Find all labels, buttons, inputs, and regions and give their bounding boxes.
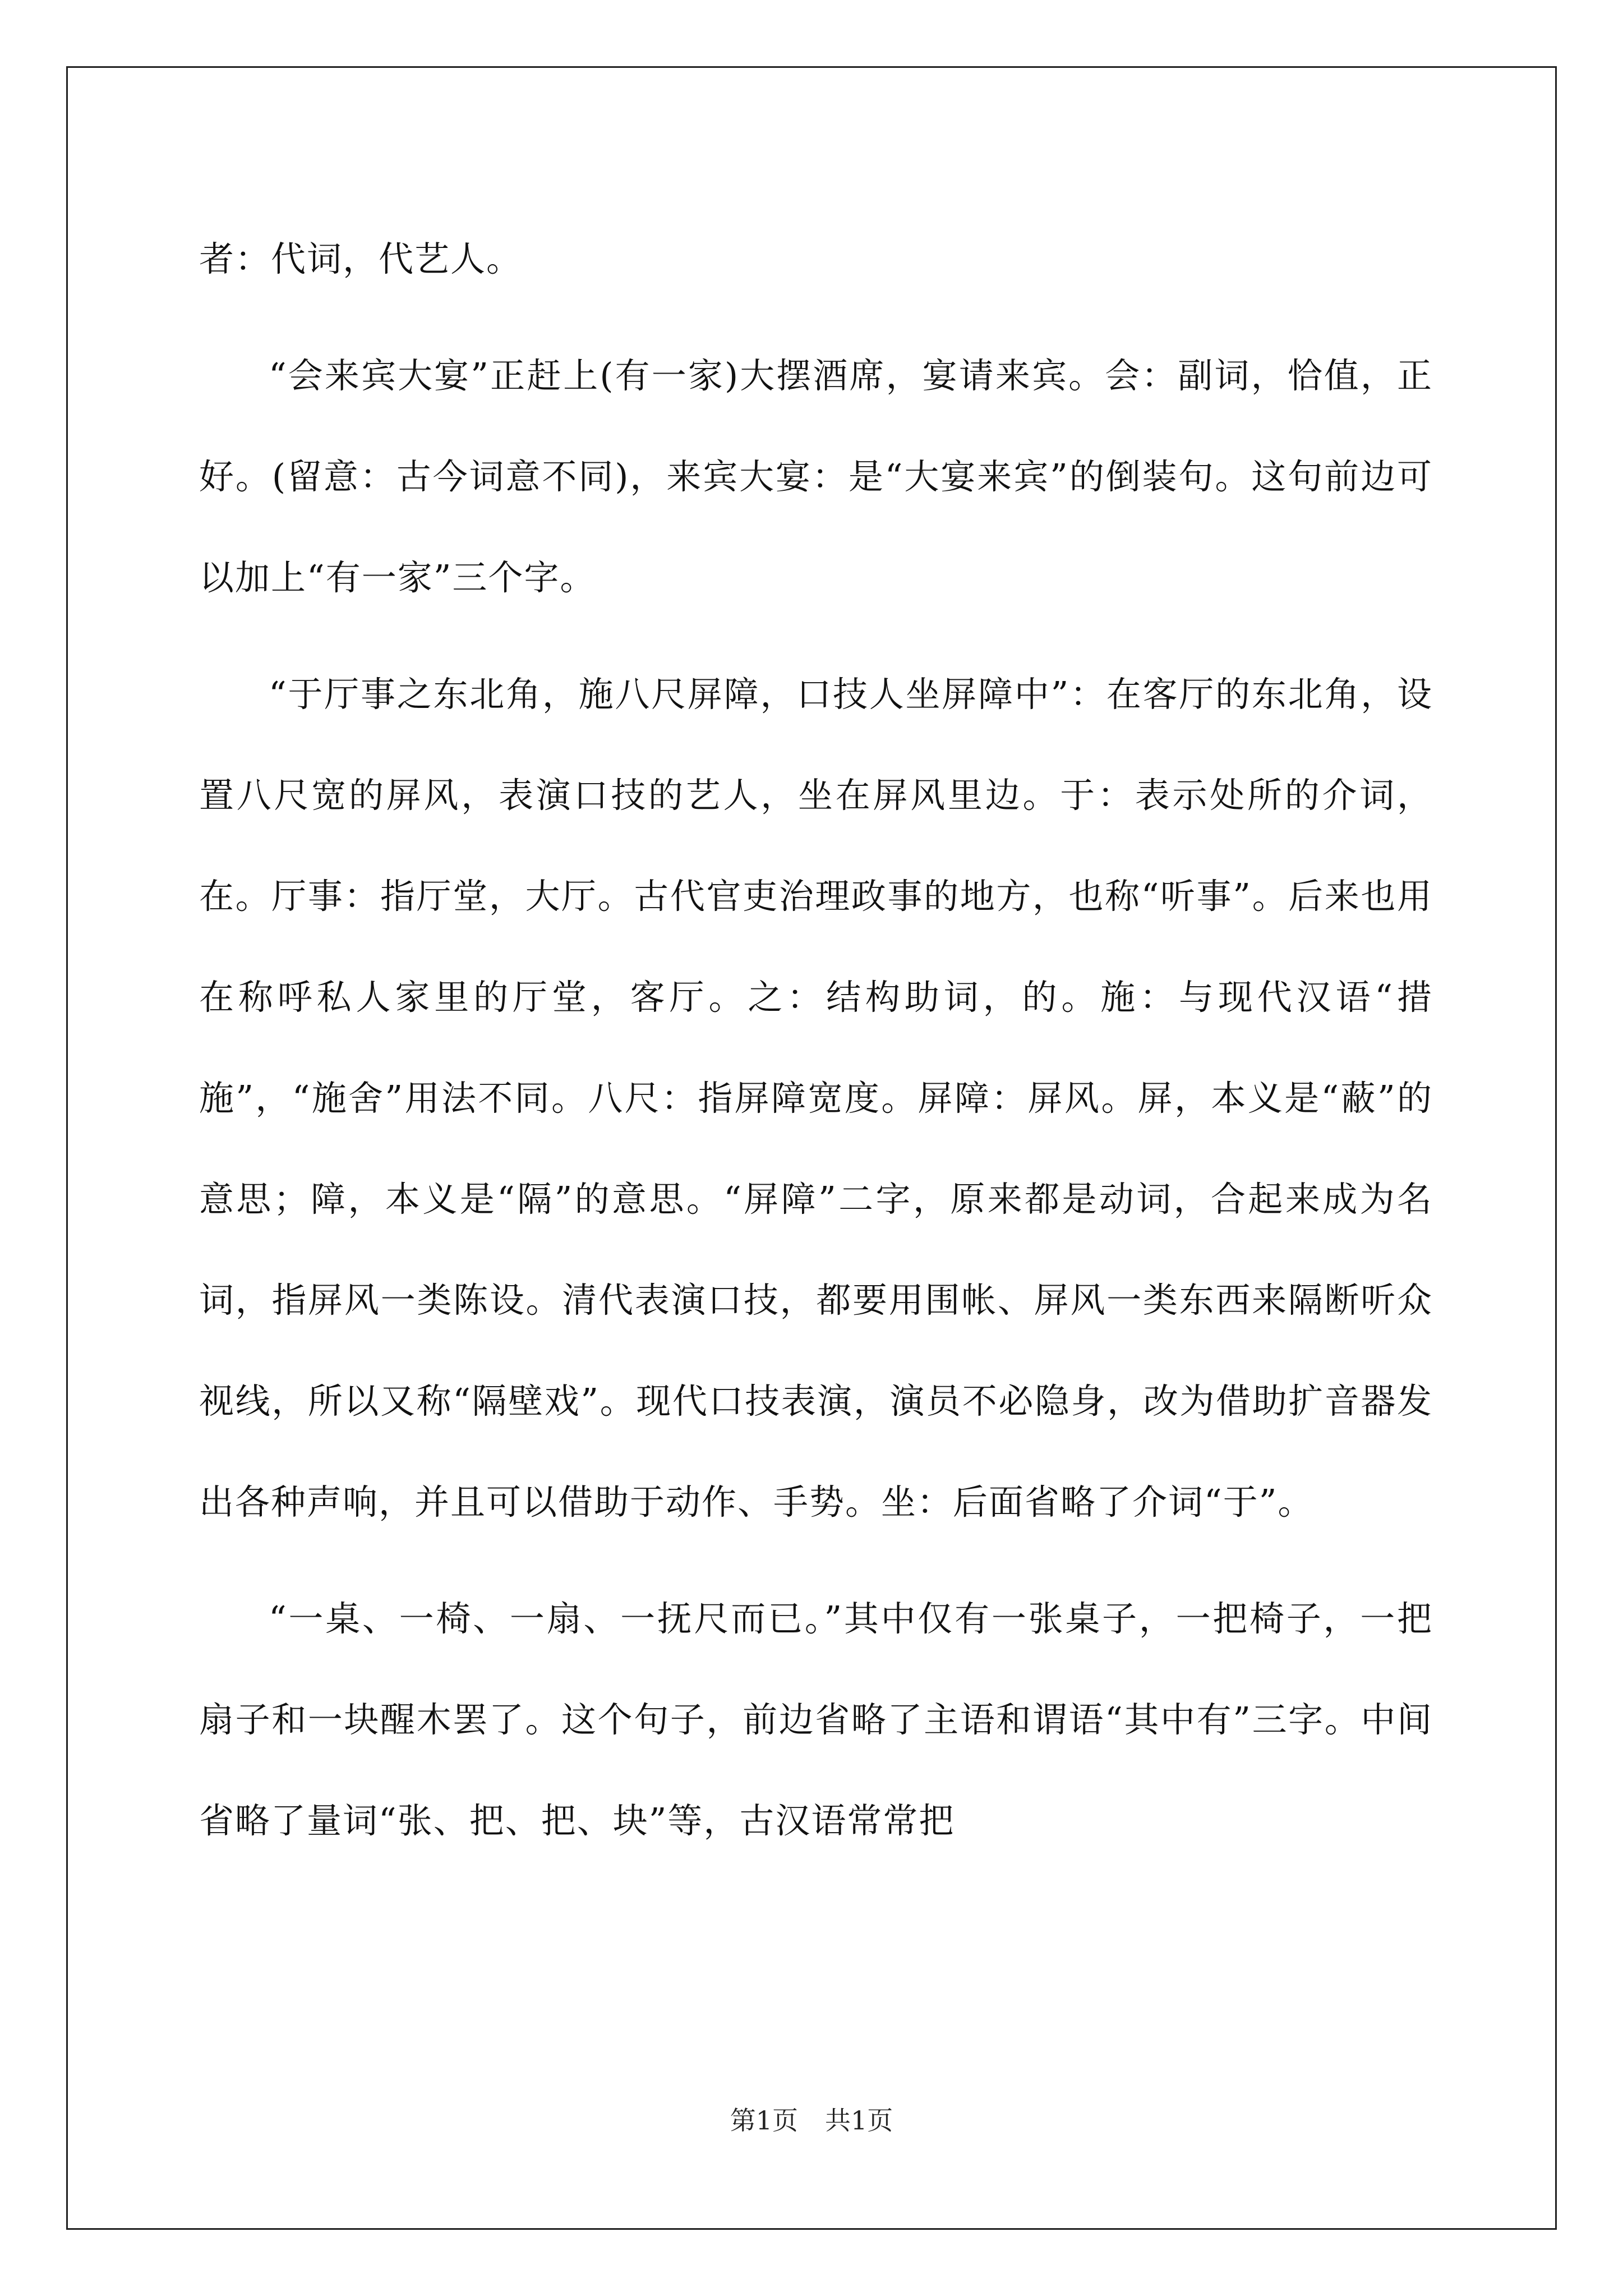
page-footer [0, 2104, 1623, 2137]
paragraph-2: “会来宾大宴”正赶上(有一家)大摆酒席，宴请来宾。会：副词，恰值，正好。(留意：古今词意不同)，来宾大宴：是“大宴来宾”的倒装句。这句前边可以加上“有一家”三个字。 [199, 355, 1433, 598]
paragraph-1: 者：代词，代艺人。 [199, 238, 523, 279]
page-number: 第1页 [730, 2105, 798, 2136]
document-body [199, 209, 1433, 1871]
paragraph-3: “于厅事之东北角，施八尺屏障，口技人坐屏障中”：在客厅的东北角，设置八尺宽的屏风，表演口技的艺人，坐在屏风里边。于：表示处所的介词，在。厅事：指厅堂，大厅。古代官吏治理政事的地方，也称“听事”。后来也用在称呼私人家里的厅堂，客厅。之：结构助词，的。施：与现代汉语“措施”，“施舍”用法不同。八尺：指屏障宽度。屏障：屏风。屏，本义是“蔽”的意思；障，本义是“隔”的意思。“屏障”二字，原来都是动词，合起来成为名词，指屏风一类陈设。清代表演口技，都要用围帐、屏风一类东西来隔断听众视线，所以又称“隔壁戏”。现代口技表演，演员不必隐身，改为借助扩音器发出各种声响，并且可以借助于动作、手势。坐：后面省略了介词“于”。 [199, 674, 1433, 1522]
paragraph-4: “一桌、一椅、一扇、一抚尺而已。”其中仅有一张桌子，一把椅子，一把扇子和一块醒木罢了。这个句子，前边省略了主语和谓语“其中有”三字。中间省略了量词“张、把、把、块”等，古汉语常常把 [199, 1598, 1433, 1841]
page-total: 共1页 [825, 2105, 893, 2136]
